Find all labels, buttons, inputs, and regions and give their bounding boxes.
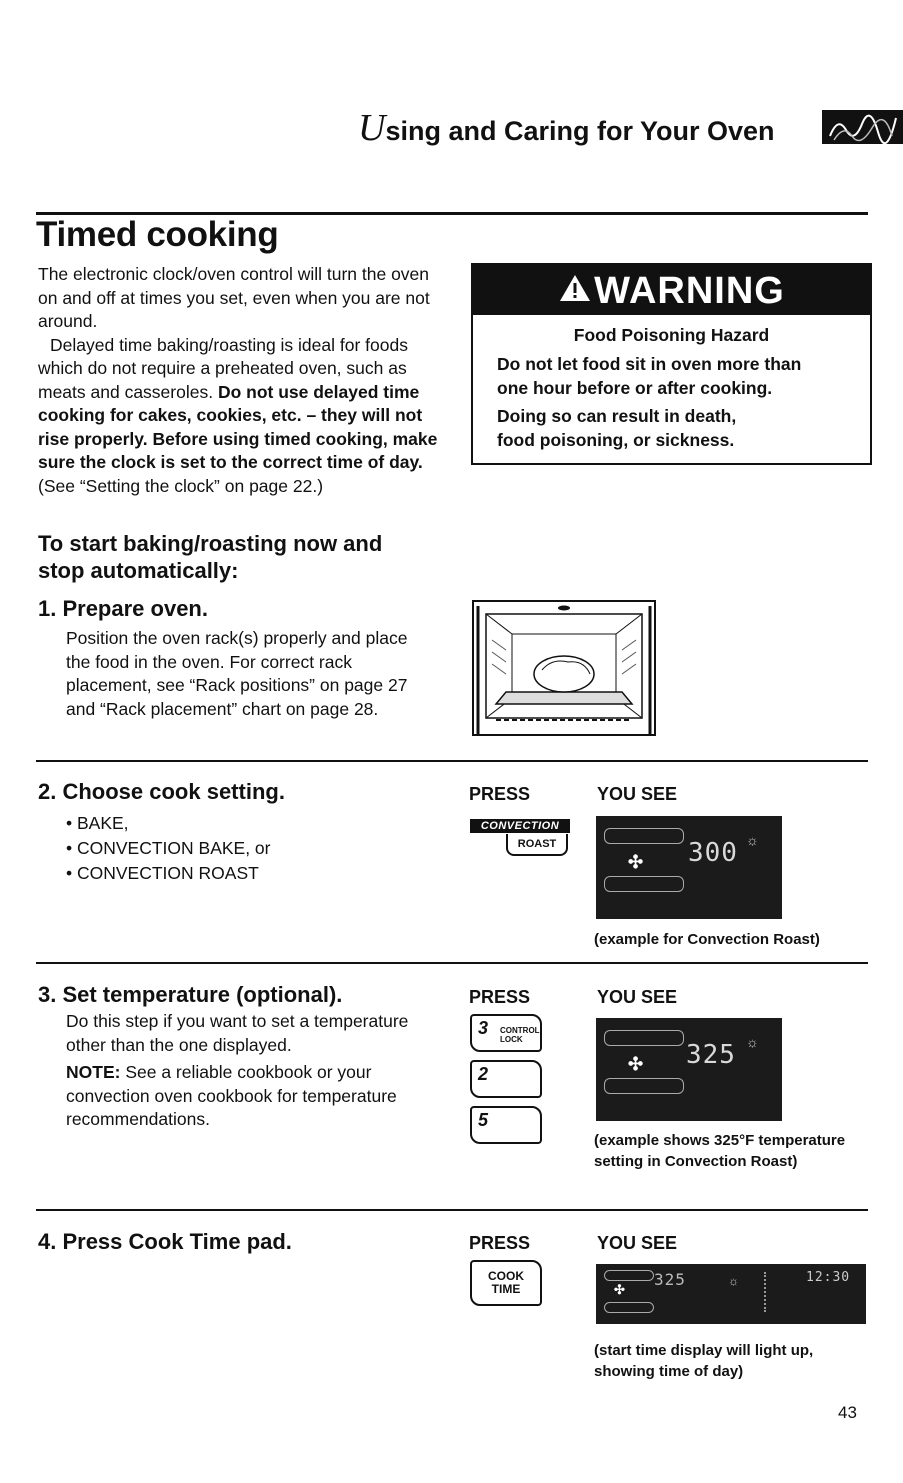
step-1-title: 1. Prepare oven. — [38, 596, 208, 621]
cook-time-label-1: COOK — [488, 1269, 524, 1283]
warning-line-2: one hour before or after cooking. — [497, 378, 773, 398]
warning-hazard: Food Poisoning Hazard — [573, 325, 770, 345]
sun-icon: ☼ — [728, 1274, 739, 1288]
step-2-title: 2. Choose cook setting. — [38, 779, 285, 804]
display-step-3 — [596, 1018, 782, 1121]
step-3-body: Do this step if you want to set a temperature other than the one displayed. — [66, 1011, 409, 1055]
caption-step-4: (start time display will light up, showing time of day) — [594, 1342, 814, 1380]
warning-triangle-icon — [558, 273, 592, 303]
display-separator — [764, 1272, 770, 1312]
intro-paragraph-1: The electronic clock/oven control will turn the oven on and off at times you set, even when you are not around. — [38, 264, 430, 331]
display-squiggle-top — [604, 828, 684, 844]
sun-icon: ☼ — [746, 1034, 759, 1050]
warning-line-4: food poisoning, or sickness. — [497, 430, 735, 450]
cook-time-label-2: TIME — [491, 1282, 521, 1296]
display-squiggle-bottom — [604, 1078, 684, 1094]
caption-step-2: (example for Convection Roast) — [594, 931, 820, 948]
step-3-note: NOTE: See a reliable cookbook or your convection oven cookbook for temperature recommendations. — [66, 1062, 397, 1129]
number-5-button[interactable]: 5 — [470, 1106, 542, 1144]
press-label-2: PRESS — [469, 784, 531, 804]
display-squiggle-top — [604, 1030, 684, 1046]
header-title-rest: sing and Caring for Your Oven — [385, 116, 775, 146]
oven-illustration — [472, 600, 656, 736]
press-label-3: PRESS — [469, 987, 531, 1007]
control-lock-label: CONTROL LOCK — [500, 1026, 540, 1044]
divider-2 — [36, 962, 868, 964]
you-see-label-4: YOU SEE — [597, 1233, 678, 1253]
display-temperature: 325 — [686, 1040, 736, 1070]
divider-3 — [36, 1209, 868, 1211]
number-3-button[interactable]: 3 CONTROL LOCK — [470, 1014, 542, 1052]
fan-icon: ✣ — [614, 1282, 625, 1297]
display-squiggle-bottom — [604, 1302, 654, 1313]
convection-label: CONVECTION — [470, 819, 570, 833]
warning-line-1: Do not let food sit in oven more than — [497, 354, 802, 374]
oven-logo-icon — [822, 110, 903, 144]
header-title-initial: U — [358, 107, 386, 149]
warning-box — [471, 263, 872, 465]
display-squiggle-bottom — [604, 876, 684, 892]
press-label-4: PRESS — [469, 1233, 531, 1253]
fan-icon: ✣ — [628, 852, 644, 872]
fan-icon: ✣ — [628, 1054, 644, 1074]
divider-1 — [36, 760, 868, 762]
subheading: To start baking/roasting now and stop automatically: — [38, 531, 383, 583]
bullet-bake: • BAKE, — [66, 813, 129, 833]
display-step-2 — [596, 816, 782, 919]
page-number: 43 — [838, 1403, 857, 1422]
roast-label: ROAST — [506, 834, 568, 856]
warning-label: WARNING — [594, 270, 785, 312]
warning-line-3: Doing so can result in death, — [497, 406, 737, 426]
warning-header — [473, 265, 870, 315]
you-see-label-3: YOU SEE — [597, 987, 678, 1007]
display-temperature: 300 — [688, 838, 738, 868]
display-temperature: 325 — [654, 1270, 686, 1289]
header-title — [358, 106, 775, 150]
bullet-convection-roast: • CONVECTION ROAST — [66, 863, 259, 883]
intro-text — [38, 263, 443, 498]
number-2-button[interactable]: 2 — [470, 1060, 542, 1098]
bullet-convection-bake: • CONVECTION BAKE, or — [66, 838, 271, 858]
step-4-title: 4. Press Cook Time pad. — [38, 1229, 292, 1254]
cook-time-button[interactable] — [470, 1260, 542, 1306]
section-title: Timed cooking — [36, 215, 279, 254]
step-1-body: Position the oven rack(s) properly and place the food in the oven. For correct rack placement, see “Rack positions” on page 27 and “Rack placement” chart on page 28. — [66, 628, 408, 719]
sun-icon: ☼ — [746, 832, 759, 848]
display-time: 12:30 — [806, 1270, 851, 1285]
intro-paragraph-2: Delayed time baking/roasting is ideal for foods which do not require a preheated oven, such as meats and casseroles. Do not use delayed time cooking for cakes, cookies, etc. – they will not rise properly. Before using timed cooking, make sure the clock is set to the correct time of day. (See “Setting the clock” on page 22.) — [38, 334, 438, 496]
step-3-title: 3. Set temperature (optional). — [38, 982, 343, 1007]
display-step-4 — [596, 1264, 866, 1324]
page-header — [0, 106, 903, 150]
convection-roast-button[interactable] — [470, 816, 572, 860]
display-squiggle-top — [604, 1270, 654, 1281]
you-see-label-2: YOU SEE — [597, 784, 678, 804]
caption-step-3: (example shows 325°F temperature setting in Convection Roast) — [594, 1132, 846, 1170]
